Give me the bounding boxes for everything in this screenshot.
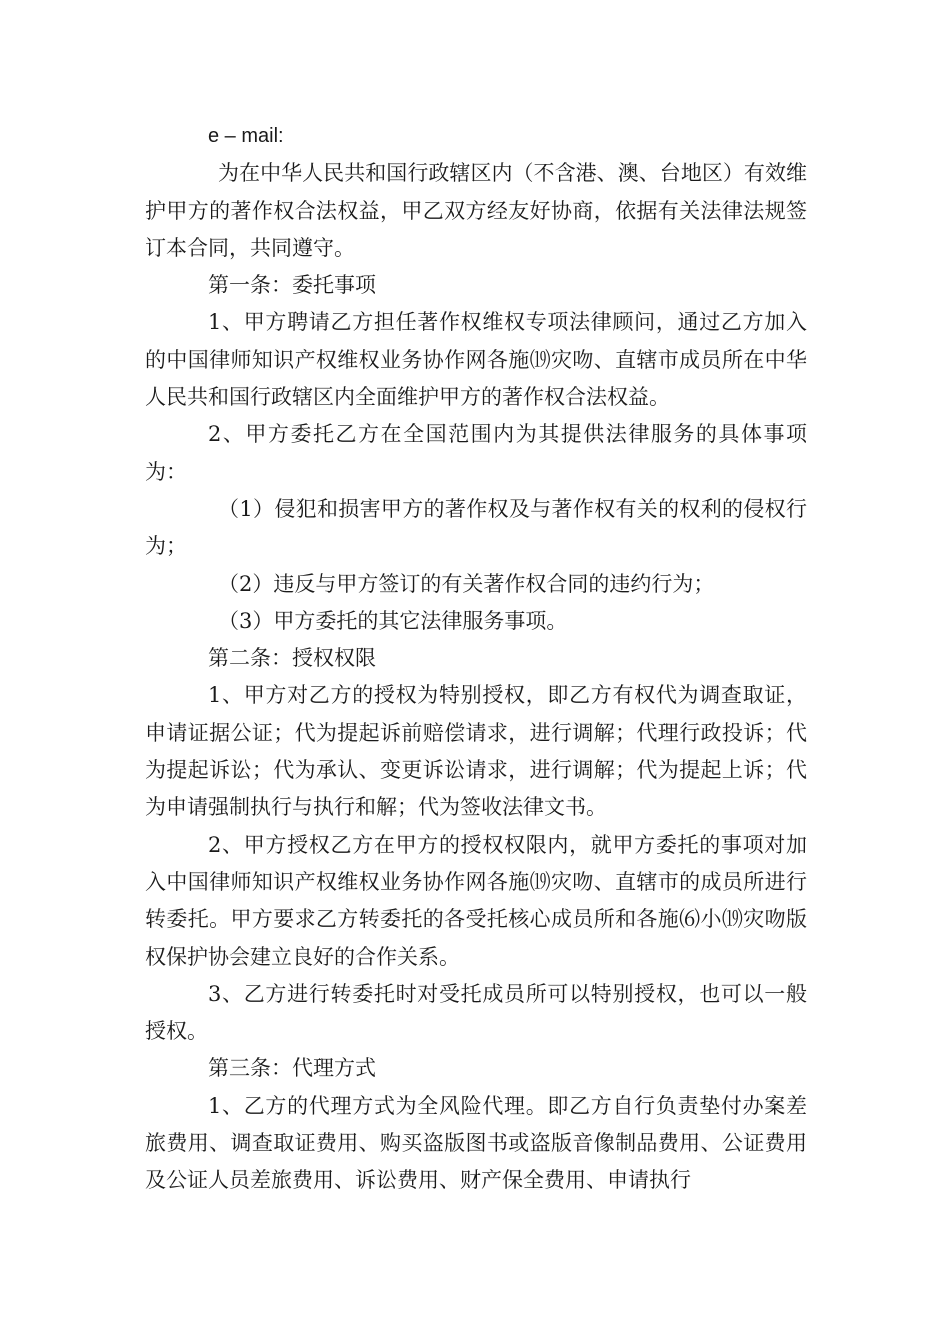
article-1-item-3: （3）甲方委托的其它法律服务事项。 xyxy=(218,608,568,633)
preamble-paragraph: 为在中华人民共和国行政辖区内（不含港、澳、台地区）有效维护甲方的著作权合法权益，甲乙双方经友好协商，依据有关法律法规签订本合同，共同遵守。 xyxy=(145,161,807,260)
article-2-heading: 第二条：授权权限 xyxy=(208,646,376,671)
article-2-clause-1: 1、甲方对乙方的授权为特别授权，即乙方有权代为调查取证，申请证据公证；代为提起诉前赔偿请求，进行调解；代理行政投诉；代为提起诉讼；代为承认、变更诉讼请求，进行调解；代为提起上诉；代为申请强制执行与执行和解；代为签收法律文书。 xyxy=(145,683,807,820)
article-1-item-2: （2）违反与甲方签订的有关著作权合同的违约行为； xyxy=(218,571,715,596)
article-2-clause-2: 2、甲方授权乙方在甲方的授权权限内，就甲方委托的事项对加入中国律师知识产权维权业务协作网各施⒆灾吻、直辖市的成员所进行转委托。甲方要求乙方转委托的各受托核心成员所和各施⑹小⒆灾吻版权保护协会建立良好的合作关系。 xyxy=(145,832,807,969)
article-1-clause-1: 1、甲方聘请乙方担任著作权维权专项法律顾问，通过乙方加入的中国律师知识产权维权业务协作网各施⒆灾吻、直辖市成员所在中华人民共和国行政辖区内全面维护甲方的著作权合法权益。 xyxy=(145,310,807,410)
article-1-item-1: （1）侵犯和损害甲方的著作权及与著作权有关的权利的侵权行为； xyxy=(145,496,807,559)
article-1-heading: 第一条：委托事项 xyxy=(208,273,376,298)
article-3-heading: 第三条：代理方式 xyxy=(208,1056,376,1081)
article-3-clause-1: 1、乙方的代理方式为全风险代理。即乙方自行负责垫付办案差旅费用、调查取证费用、购买盗版图书或盗版音像制品费用、公证费用及公证人员差旅费用、诉讼费用、财产保全费用、申请执行 xyxy=(145,1093,807,1193)
article-1-clause-2: 2、甲方委托乙方在全国范围内为其提供法律服务的具体事项为： xyxy=(145,422,807,484)
email-label: e – mail: xyxy=(208,125,284,147)
document-body xyxy=(145,118,807,1200)
article-2-clause-3: 3、乙方进行转委托时对受托成员所可以特别授权，也可以一般授权。 xyxy=(145,981,807,1044)
